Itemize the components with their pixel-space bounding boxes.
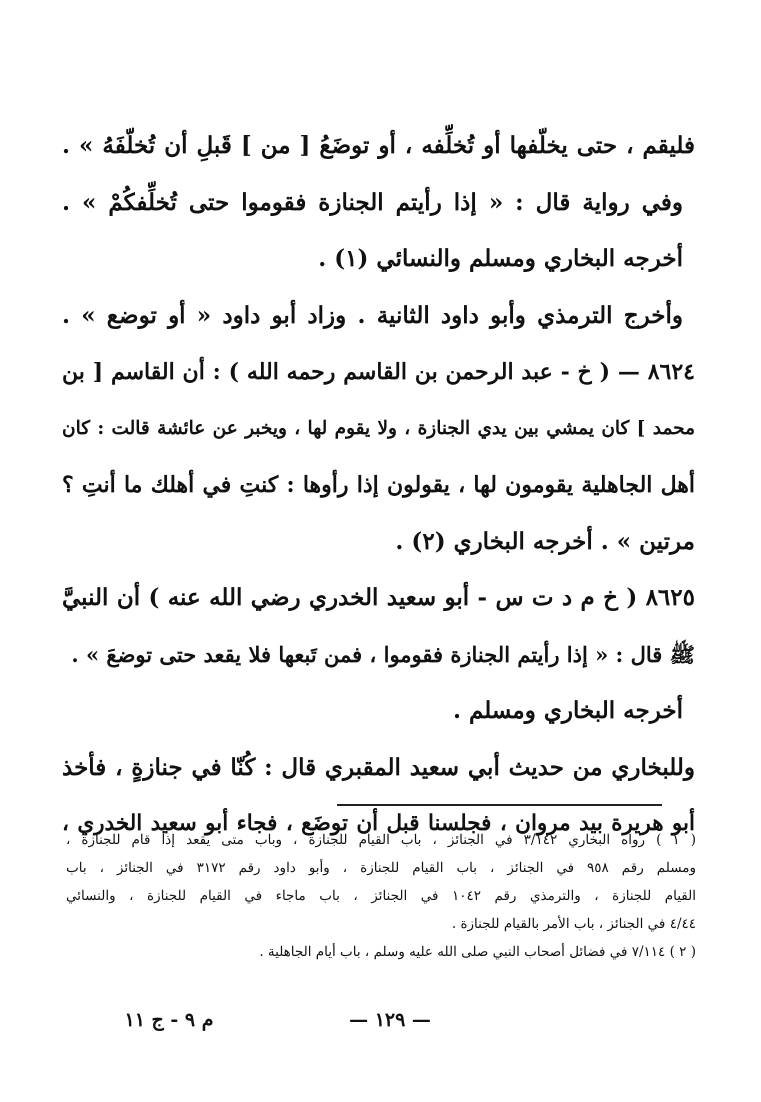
text-line: وللبخاري من حديث أبي سعيد المقبري قال : كُنّا في جنازةٍ ، فأخذ	[62, 753, 695, 781]
text-line: وفي رواية قال : « إذا رأيتم الجنازة فقوموا حتى تُخلِّفكُمْ » .	[62, 188, 683, 216]
footnotes	[66, 826, 696, 966]
footnote-divider	[337, 804, 662, 806]
text-line: أخرجه البخاري ومسلم .	[452, 697, 683, 724]
text-line: وأخرج الترمذي وأبو داود الثانية . وزاد أبو داود « أو توضع » .	[62, 301, 683, 329]
text-line: مرتين » . أخرجه البخاري (٢) .	[395, 527, 695, 555]
page-footer	[0, 1000, 761, 1040]
footnote-2: ( ٢ ) ٧/١١٤ في فضائل أصحاب النبي صلى الله عليه وسلم ، باب أيام الجاهلية .	[259, 944, 696, 960]
footnote-1-continued: ومسلم رقم ٩٥٨ في الجنائز ، باب القيام للجنازة ، وأبو داود رقم ٣١٧٢ في الجنائز ، باب	[66, 860, 696, 876]
footnote-1-continued: ٤/٤٤ في الجنائز ، باب الأمر بالقيام للجنازة .	[451, 916, 696, 932]
text-line: محمد ] كان يمشي بين يدي الجنازة ، ولا يقوم لها ، ويخبر عن عائشة قالت : كان	[62, 417, 695, 439]
text-line: أبو هريرة بيد مروان ، فجلسنا قبل أن توضَع ، فجاء أبو سعيد الخدري ،	[62, 811, 695, 836]
text-line: فليقم ، حتى يخلّفها أو تُخلِّفه ، أو توضَعُ [ من ] قَبلِ أن تُخلّفَهُ » .	[62, 132, 695, 159]
printer-signature: م ٩ - ج ١١	[124, 1009, 214, 1031]
main-text	[62, 118, 695, 853]
text-line: أهل الجاهلية يقومون لها ، يقولون إذا رأوها : كنتِ في أهلك ما أنتِ ؟	[62, 472, 695, 498]
text-line: أخرجه البخاري ومسلم والنسائي (١) .	[318, 245, 683, 272]
footnote-1-continued: القيام للجنازة ، والترمذي رقم ١٠٤٢ في الجنائز ، باب ماجاء في القيام للجنازة ، والنسائي	[66, 888, 696, 904]
hadith-8624-heading: ٨٦٢٤ — ( خ - عبد الرحمن بن القاسم رحمه الله ) : أن القاسم [ بن	[62, 359, 695, 385]
page-number: — ١٢٩ —	[349, 1009, 431, 1031]
footnote-1: ( ١ ) رواه البخاري ٣/١٤٢ في الجنائز ، باب القيام للجنازة ، وباب متى يقعد إذا قام للجنازة ،	[66, 832, 696, 848]
hadith-8625-heading: ٨٦٢٥ ( خ م د ت س - أبو سعيد الخدري رضي الله عنه ) أن النبيَّ	[62, 584, 695, 611]
text-line: ﷺ قال : « إذا رأيتم الجنازة فقوموا ، فمن تَبعها فلا يقعد حتى توضعَ » .	[71, 641, 695, 667]
